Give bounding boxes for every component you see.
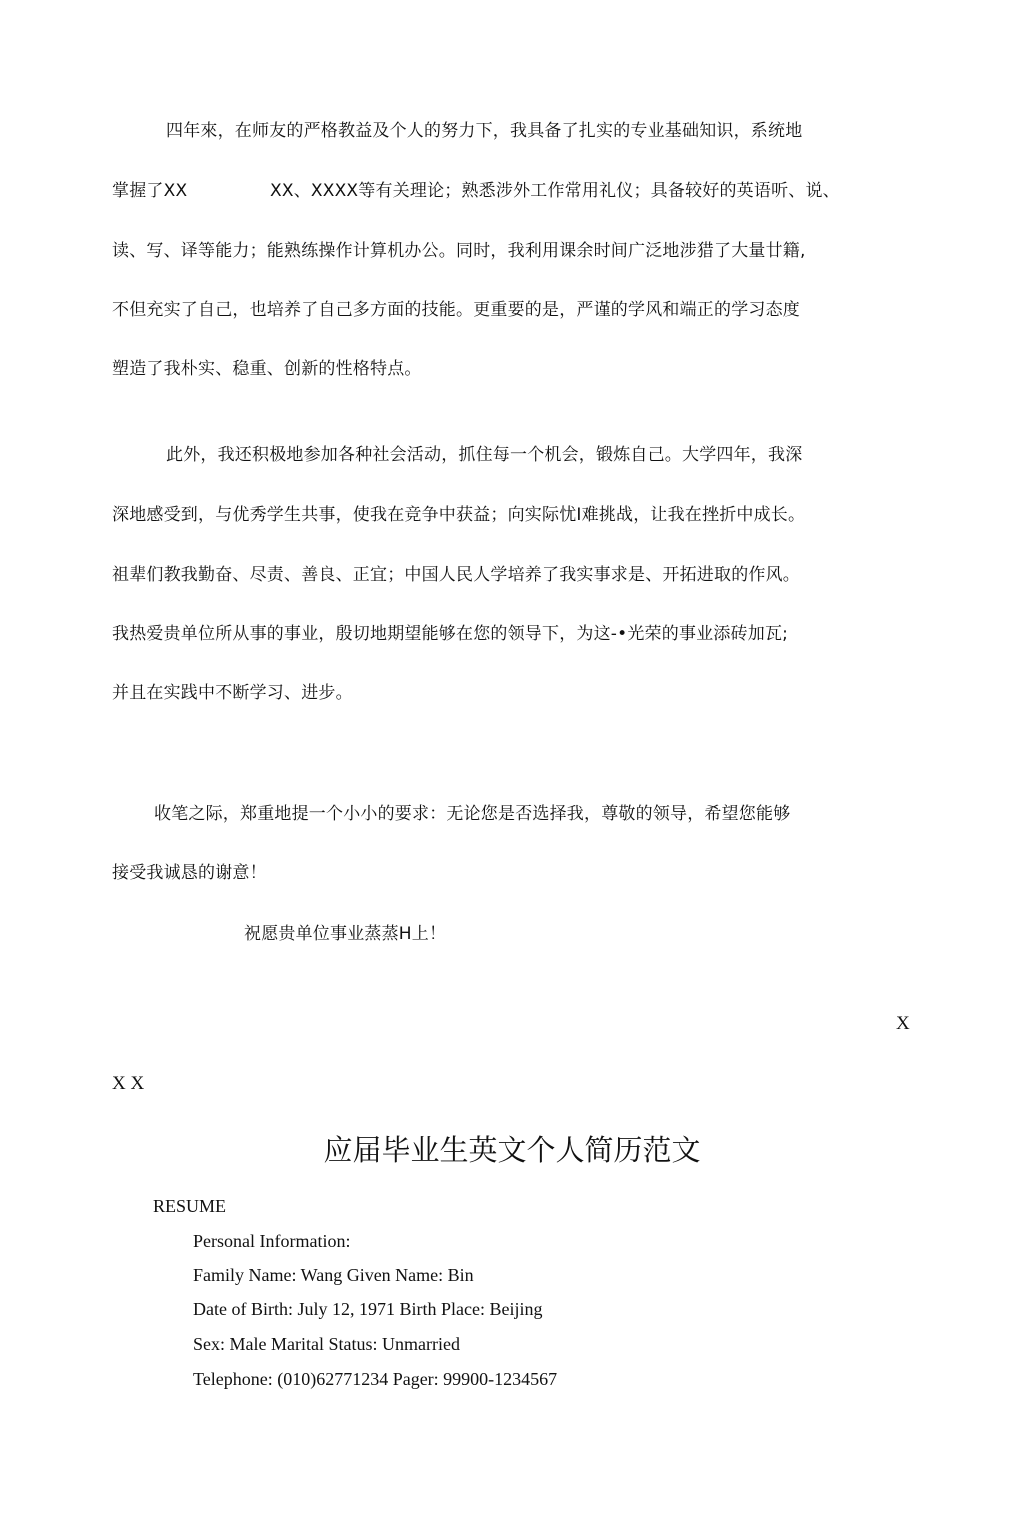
signature-mark: X: [896, 1013, 910, 1034]
letter-line: 读、写、译等能力；能熟练操作计算机办公。同时，我利用课余时间广泛地涉猎了大量廿籍,: [112, 241, 806, 261]
letter-line: 四年來，在师友的严格教益及个人的努力下，我具备了扎实的专业基础知识，系统地: [166, 121, 803, 141]
resume-heading: RESUME: [153, 1196, 227, 1216]
letter-line: XX、XXXX等有关理论；熟悉涉外工作常用礼仪；具备较好的英语听、说、: [270, 181, 840, 201]
resume-line: Sex: Male Marital Status: Unmarried: [193, 1334, 460, 1354]
letter-line: 塑造了我朴实、稳重、创新的性格特点。: [112, 359, 422, 379]
letter-line: 掌握了XX: [112, 181, 188, 201]
letter-line: 此外，我还积极地参加各种社会活动，抓住每一个机会，锻炼自己。大学四年，我深: [166, 445, 803, 465]
closing-wish: 祝愿贵单位事业蒸蒸H上！: [244, 924, 447, 944]
letter-line: 接受我诚恳的谢意！: [112, 863, 267, 883]
letter-line: 深地感受到，与优秀学生共事，使我在竞争中获益；向实际忧I难挑战，让我在挫折中成长。: [112, 505, 806, 525]
resume-line: Telephone: (010)62771234 Pager: 99900-1234567: [193, 1369, 558, 1389]
letter-line: 我热爱贵单位所从事的事业，殷切地期望能够在您的领导下，为这-•光荣的事业添砖加瓦;: [112, 624, 789, 644]
resume-title: 应届毕业生英文个人简历范文: [323, 1133, 701, 1167]
signature-mark: X X: [112, 1073, 145, 1094]
letter-line: 不但充实了自己，也培养了自己多方面的技能。更重要的是，严谨的学风和端正的学习态度: [112, 300, 800, 320]
resume-line: Personal Information:: [193, 1231, 351, 1251]
resume-line: Family Name: Wang Given Name: Bin: [193, 1265, 474, 1285]
letter-line: 收笔之际，郑重地提一个小小的要求：无论您是否选择我，尊敬的领导，希望您能够: [154, 804, 791, 824]
resume-line: Date of Birth: July 12, 1971 Birth Place: Beijing: [193, 1299, 543, 1319]
letter-line: 祖辈们教我勤奋、尽责、善良、正宜；中国人民人学培养了我实事求是、开拓进取的作风。: [112, 565, 800, 585]
letter-line: 并且在实践中不断学习、进步。: [112, 683, 353, 703]
